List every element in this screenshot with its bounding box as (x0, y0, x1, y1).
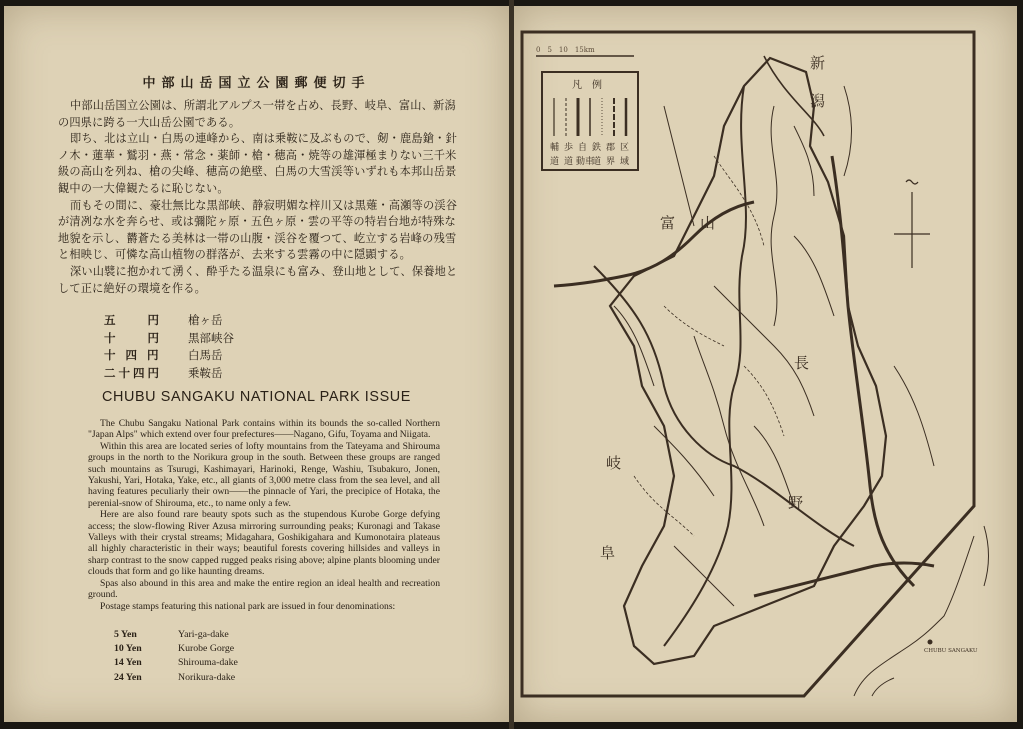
prefecture-labels (600, 54, 825, 562)
denomination-value: 10 Yen (114, 643, 142, 655)
compass-icon (894, 180, 930, 268)
japanese-paragraph: 中部山岳国立公園は、所謂北アルプス一帯を占め、長野、岐阜、富山、新潟の四県に跨る一大山岳公園である。 (58, 99, 456, 129)
english-paragraph: Postage stamps featuring this national park are issued in four denominations: (100, 600, 396, 612)
japanese-paragraph: 即ち、北は立山・白馬の連峰から、南は乗鞍に及ぶもので、剱・鹿島鎗・針ノ木・蓮華・鷲羽・燕・常念・薬師・槍・穂高・焼等の雄渾極まりない三千米級の高山を列ね、槍の尖峰、穂高の絶壁、白馬の大雪渓等いずれも本邦山岳景観中の一大偉観たるに恥じない。 (58, 132, 457, 195)
denomination-value: 24 Yen (114, 671, 142, 683)
prefecture-label-niigata: 潟 (810, 92, 826, 110)
english-paragraph: Within this area are located series of lofty mountains from the Tateyama and Shirouma groups in the north to the Norikura group in the south. Between these groups are ranged such mountains as Tsurugi, Kashimayari, Harinoki, Renge, Washiu, Tsubakuro, Jonen, Yakushi, Yari, Hotaka, Yake, etc., all giants of 3,000 metre class from the sea level, and all having features peculiarly their own——the pinnacle of Yari, the precipice of Hotaka, the perenial-snow of Shirouma, etc., to name only a few. (88, 440, 440, 509)
denomination-row (104, 330, 234, 348)
prefecture-label-niigata: 新 (810, 54, 826, 72)
denomination-name: 黒部峡谷 (188, 330, 234, 345)
japanese-paragraph: 而もその間に、豪壮無比な黒部峡、静寂明媚な梓川又は黒薙・高瀬等の渓谷が清冽な水を奔らせ、或は彌陀ヶ原・五色ヶ原・雲の平等の特岩台地が特殊な地貌を示し、欝蒼たる美林は一帯の山腹・渓谷を覆つて、屹立する岩峰の残雪と相映じ、可憐な高山植物の群落が、去来する雲霧の中に隠顕する。 (58, 198, 458, 262)
denomination-name: Kurobe Gorge (178, 643, 235, 655)
denomination-row (104, 347, 234, 365)
english-denomination-list (114, 628, 238, 685)
denomination-row (114, 671, 238, 685)
prefecture-border (594, 266, 854, 546)
legend-char: 動車 (576, 157, 595, 167)
prefecture-label-gifu: 岐 (606, 454, 622, 472)
park-location-marker (928, 640, 933, 645)
denomination-name: Yari-ga-dake (178, 629, 229, 640)
denomination-value: 五 円 (104, 313, 162, 327)
denomination-value: 5 Yen (114, 629, 137, 640)
prefecture-label-toyama: 富 (660, 214, 676, 232)
denomination-row (114, 642, 238, 656)
denomination-value: 十 四 円 (104, 348, 162, 363)
japanese-paragraph: 深い山襞に抱かれて湧く、酔乎たる温泉にも富み、登山地として、保養地として正に絶好の環境を作る。 (58, 264, 458, 295)
denomination-row (104, 312, 234, 330)
trail-network (634, 156, 784, 536)
denomination-value: 二十四円 (104, 365, 162, 380)
japan-inset-map (854, 526, 989, 696)
legend-char: 界 (606, 157, 616, 167)
japanese-description (58, 98, 458, 297)
denomination-row (104, 365, 234, 383)
inset-label: CHUBU SANGAKU (924, 648, 978, 654)
prefecture-label-gifu: 阜 (600, 544, 616, 562)
denomination-value: 14 Yen (114, 657, 142, 669)
legend-char: 道 (550, 157, 560, 167)
english-paragraph: Here are also found rare beauty spots such as the stupendous Kurobe Gorge defying access; the slow-flowing River Azusa mirroring surrounding peaks; Kuronagi and Takase Valleys with their crystal streams; Midagahara, Goshikigahara and Kumonotaira plateaus all highly characteristic in their ways; beautiful forests covering hillsides and valleys in sharp contrast to the snow capped rugged peaks rising above; alpine plants blooming under clouds that form and go like haunting dreams. (88, 509, 440, 578)
legend-symbols (554, 98, 626, 136)
legend-char: 域 (620, 157, 630, 167)
english-title: CHUBU SANGAKU NATIONAL PARK ISSUE (101, 389, 411, 405)
english-paragraph: Spas also abound in this area and make the entire region an ideal health and recreation ground. (88, 577, 440, 601)
legend-char: 区 (620, 143, 630, 153)
denomination-name: 槍ヶ岳 (188, 313, 223, 327)
legend-char: 道 (564, 157, 574, 167)
prefecture-label-nagano: 長 (794, 354, 810, 372)
denomination-row (114, 628, 238, 642)
park-map (514, 6, 1017, 722)
prefecture-label-toyama: 山 (700, 214, 716, 232)
japanese-denomination-list (104, 312, 234, 382)
legend-char: 自 (578, 143, 588, 153)
denomination-name: Norikura-dake (178, 671, 236, 683)
denomination-name: 白馬岳 (188, 348, 223, 363)
legend-char: 道 (592, 157, 602, 167)
legend-char: 郡 (606, 143, 616, 153)
denomination-row (114, 656, 238, 670)
english-description (88, 418, 440, 612)
legend-labels (550, 141, 629, 167)
legend-char: 輔 (550, 143, 560, 153)
railway-line (832, 156, 914, 586)
left-page (4, 6, 509, 722)
denomination-name: 乗鞍岳 (188, 365, 223, 380)
railway-line (554, 202, 754, 286)
legend-char: 歩 (564, 143, 574, 153)
legend-char: 鉄 (592, 143, 602, 153)
scale-label: 0 5 10 15km (536, 46, 595, 54)
legend-title: 凡 例 (572, 80, 602, 91)
right-page (514, 6, 1017, 722)
denomination-value: 十 円 (104, 330, 162, 345)
japanese-title: 中部山岳国立公園郵便切手 (142, 76, 371, 91)
denomination-name: Shirouma-dake (178, 657, 238, 669)
english-paragraph: The Chubu Sangaku National Park contains within its bounds the so-called Northern "Japan Alps" which extend over four prefectures——Nagano, Gifu, Toyama and Niigata. (88, 418, 440, 441)
prefecture-label-nagano: 野 (788, 494, 804, 512)
